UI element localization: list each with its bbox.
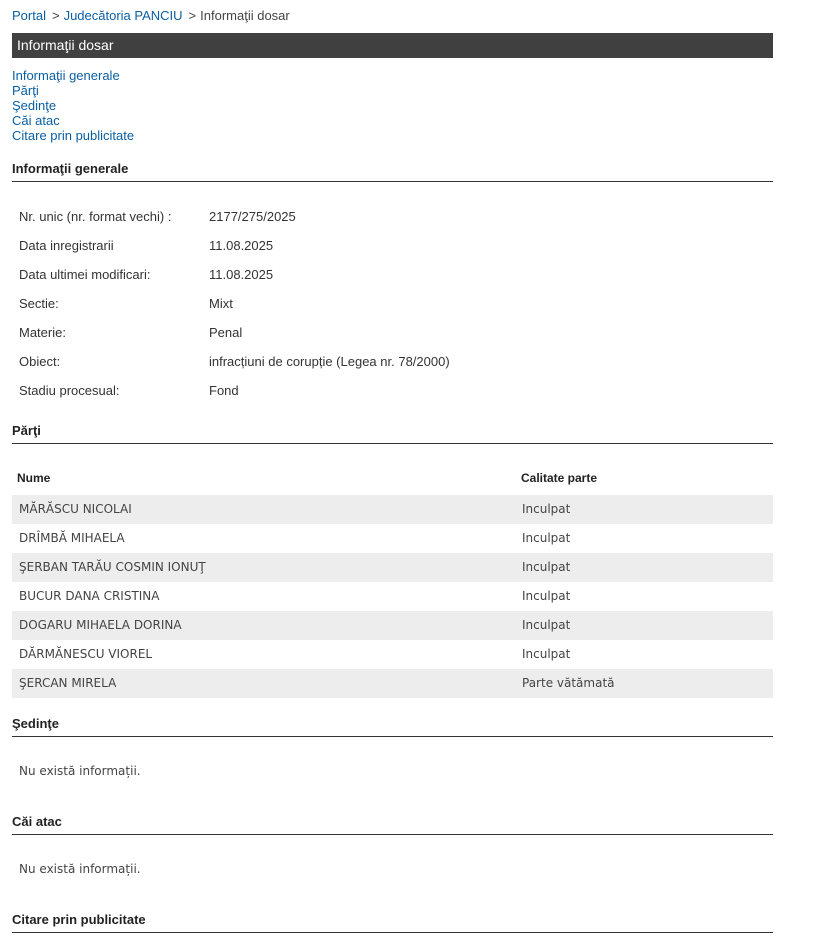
info-row (19, 289, 233, 318)
party-role: Inculpat (522, 647, 571, 661)
info-row (19, 376, 239, 405)
section-heading-citare: Citare prin publicitate (12, 913, 773, 933)
party-role: Inculpat (522, 560, 571, 574)
info-row (19, 347, 450, 376)
party-role: Inculpat (522, 531, 571, 545)
section-heading-cai-atac: Căi atac (12, 815, 773, 835)
toc-link-informatii-generale[interactable]: Informaţii generale (12, 68, 120, 83)
toc-link-sedinte[interactable]: Şedinţe (12, 98, 57, 113)
party-role: Inculpat (522, 589, 571, 603)
table-of-contents (12, 68, 134, 143)
table-row (12, 669, 773, 698)
table-row (12, 524, 773, 553)
info-row (19, 260, 273, 289)
section-heading-parti: Părţi (12, 424, 773, 444)
table-row (12, 640, 773, 669)
party-name: ŞERBAN TARĂU COSMIN IONUŢ (19, 560, 206, 574)
empty-message-sedinte: Nu există informații. (19, 764, 141, 778)
info-label: Stadiu procesual: (19, 383, 120, 398)
table-row (12, 611, 773, 640)
info-value: infracțiuni de corupție (Legea nr. 78/2000) (209, 354, 450, 369)
table-row (12, 495, 773, 524)
info-label: Obiect: (19, 354, 61, 369)
table-row (12, 553, 773, 582)
section-heading-general: Informaţii generale (12, 162, 773, 182)
info-value: 11.08.2025 (209, 238, 274, 253)
info-label: Nr. unic (nr. format vechi) : (19, 209, 172, 224)
info-label: Sectie: (19, 296, 59, 311)
info-value: Fond (209, 383, 239, 398)
breadcrumb-current: Informaţii dosar (200, 8, 290, 23)
breadcrumb-portal-link[interactable]: Portal (12, 8, 46, 23)
info-row (19, 202, 296, 231)
party-name: MĂRĂSCU NICOLAI (19, 502, 132, 516)
info-row (19, 231, 273, 260)
parti-table-header (17, 471, 598, 485)
toc-link-parti[interactable]: Părţi (12, 83, 39, 98)
party-name: ŞERCAN MIRELA (19, 676, 117, 690)
info-value: 2177/275/2025 (209, 209, 296, 224)
breadcrumb-separator: > (51, 8, 60, 23)
breadcrumb-separator: > (188, 8, 197, 23)
breadcrumb-court-link[interactable]: Judecătoria PANCIU (63, 8, 183, 23)
party-role: Inculpat (522, 618, 571, 632)
party-name: DOGARU MIHAELA DORINA (19, 618, 182, 632)
info-value: 11.08.2025 (209, 267, 274, 282)
table-row (12, 582, 773, 611)
empty-message-cai-atac: Nu există informații. (19, 862, 141, 876)
column-header-nume: Nume (17, 471, 51, 485)
toc-link-cai-atac[interactable]: Căi atac (12, 113, 60, 128)
toc-link-citare[interactable]: Citare prin publicitate (12, 128, 135, 143)
info-label: Data ultimei modificari: (19, 267, 151, 282)
info-label: Data inregistrarii (19, 238, 114, 253)
party-role: Inculpat (522, 502, 571, 516)
section-heading-sedinte: Şedinţe (12, 717, 773, 737)
breadcrumb (12, 8, 290, 23)
info-row (19, 318, 242, 347)
info-value: Mixt (209, 296, 233, 311)
info-label: Materie: (19, 325, 66, 340)
party-name: DRÎMBĂ MIHAELA (19, 531, 125, 545)
column-header-calitate: Calitate parte (521, 471, 598, 485)
info-value: Penal (209, 325, 243, 340)
page-title: Informaţii dosar (12, 33, 773, 58)
party-role: Parte vătămată (522, 676, 615, 690)
party-name: BUCUR DANA CRISTINA (19, 589, 160, 603)
party-name: DĂRMĂNESCU VIOREL (19, 647, 153, 661)
